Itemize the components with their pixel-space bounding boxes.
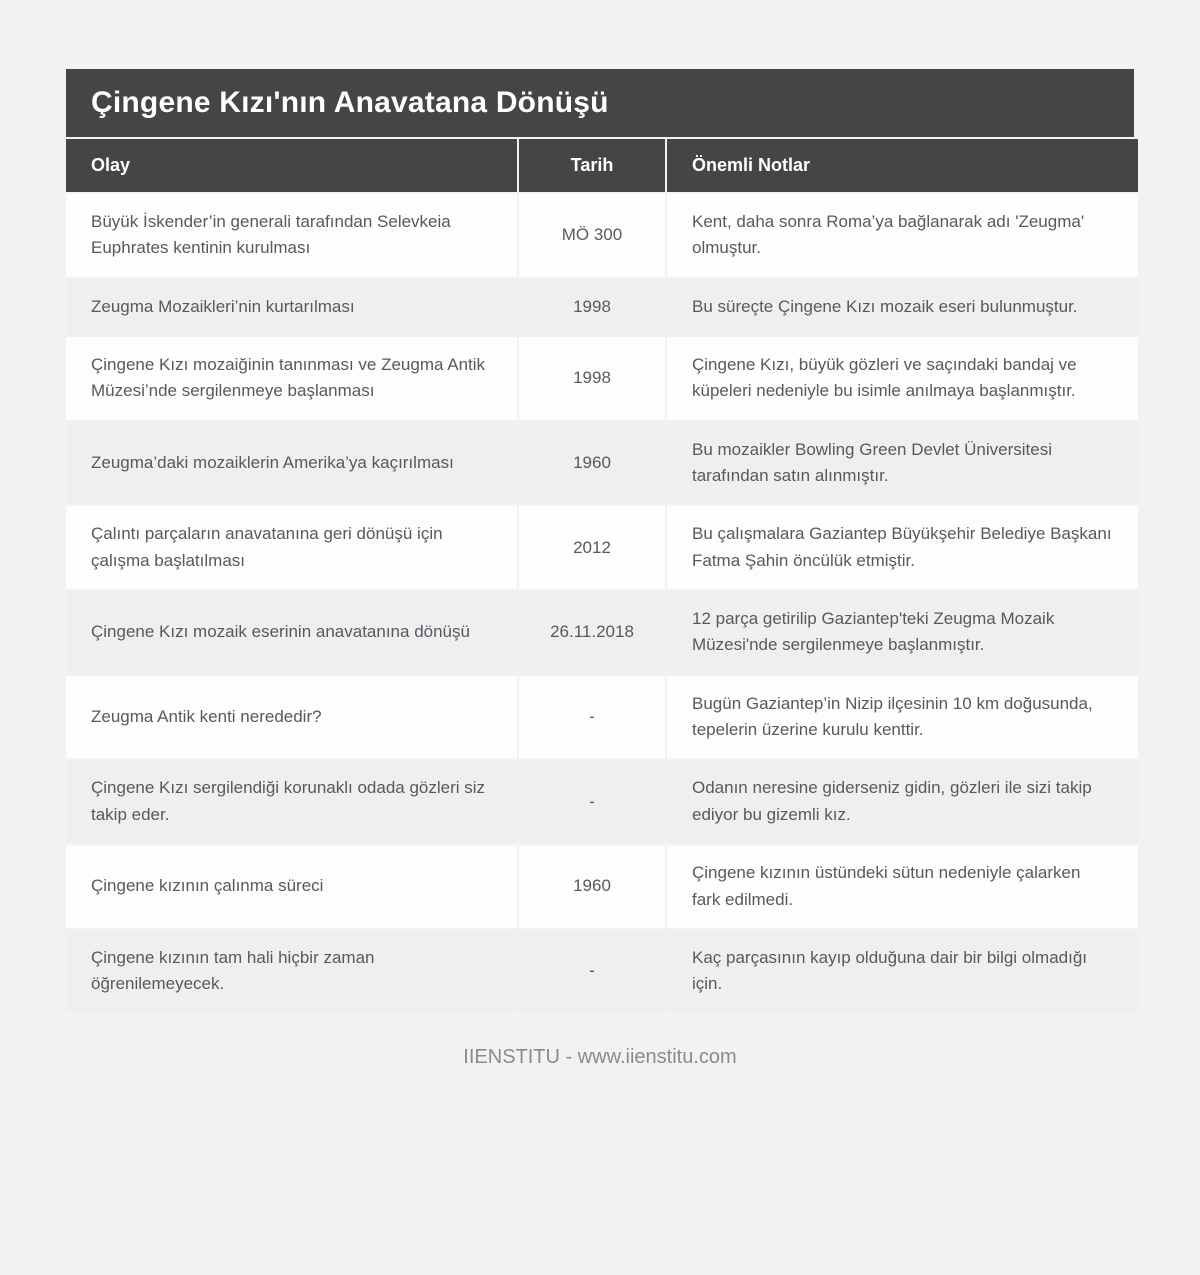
- event-cell: Büyük İskender’in generali tarafından Selevkeia Euphrates kentinin kurulması: [66, 194, 517, 277]
- notes-cell: Kent, daha sonra Roma’ya bağlanarak adı 'Zeugma' olmuştur.: [667, 194, 1138, 277]
- notes-cell: Bu süreçte Çingene Kızı mozaik eseri bulunmuştur.: [667, 279, 1138, 335]
- timeline-card: [66, 69, 1134, 1015]
- page-title: Çingene Kızı'nın Anavatana Dönüşü: [66, 69, 1134, 137]
- event-cell: Çingene Kızı sergilendiği korunaklı odada gözleri siz takip eder.: [66, 760, 517, 843]
- table-row: [66, 760, 1138, 843]
- event-cell: Zeugma’daki mozaiklerin Amerika’ya kaçırılması: [66, 422, 517, 505]
- table-row: [66, 591, 1138, 674]
- notes-cell: Bu mozaikler Bowling Green Devlet Üniversitesi tarafından satın alınmıştır.: [667, 422, 1138, 505]
- event-cell: Çingene kızının tam hali hiçbir zaman öğrenilemeyecek.: [66, 930, 517, 1013]
- table-row: [66, 337, 1138, 420]
- notes-cell: Bugün Gaziantep’in Nizip ilçesinin 10 km doğusunda, tepelerin üzerine kurulu kenttir.: [667, 676, 1138, 759]
- table-row: [66, 194, 1138, 277]
- table-body: [66, 194, 1138, 1013]
- column-header-olay: Olay: [66, 139, 517, 192]
- table-row: [66, 930, 1138, 1013]
- date-cell: 1960: [519, 422, 665, 505]
- event-cell: Zeugma Mozaikleri’nin kurtarılması: [66, 279, 517, 335]
- date-cell: 2012: [519, 506, 665, 589]
- date-cell: -: [519, 760, 665, 843]
- table-row: [66, 279, 1138, 335]
- date-cell: -: [519, 676, 665, 759]
- date-cell: 26.11.2018: [519, 591, 665, 674]
- table-row: [66, 506, 1138, 589]
- column-header-tarih: Tarih: [519, 139, 665, 192]
- notes-cell: Odanın neresine giderseniz gidin, gözleri ile sizi takip ediyor bu gizemli kız.: [667, 760, 1138, 843]
- event-cell: Çalıntı parçaların anavatanına geri dönüşü için çalışma başlatılması: [66, 506, 517, 589]
- date-cell: -: [519, 930, 665, 1013]
- table-header-row: [66, 139, 1138, 192]
- event-cell: Çingene Kızı mozaiğinin tanınması ve Zeugma Antik Müzesi’nde sergilenmeye başlanması: [66, 337, 517, 420]
- date-cell: 1998: [519, 279, 665, 335]
- table-row: [66, 676, 1138, 759]
- notes-cell: Çingene kızının üstündeki sütun nedeniyle çalarken fark edilmedi.: [667, 845, 1138, 928]
- notes-cell: Çingene Kızı, büyük gözleri ve saçındaki bandaj ve küpeleri nedeniyle bu isimle anılmaya başlanmıştır.: [667, 337, 1138, 420]
- notes-cell: Bu çalışmalara Gaziantep Büyükşehir Belediye Başkanı Fatma Şahin öncülük etmiştir.: [667, 506, 1138, 589]
- date-cell: 1960: [519, 845, 665, 928]
- table-row: [66, 845, 1138, 928]
- date-cell: MÖ 300: [519, 194, 665, 277]
- event-cell: Çingene Kızı mozaik eserinin anavatanına dönüşü: [66, 591, 517, 674]
- footer-credit: IIENSTITU - www.iienstitu.com: [463, 1045, 737, 1068]
- event-cell: Zeugma Antik kenti nerededir?: [66, 676, 517, 759]
- notes-cell: 12 parça getirilip Gaziantep'teki Zeugma Mozaik Müzesi'nde sergilenmeye başlanmıştır.: [667, 591, 1138, 674]
- event-cell: Çingene kızının çalınma süreci: [66, 845, 517, 928]
- column-header-onemli-notlar: Önemli Notlar: [667, 139, 1138, 192]
- date-cell: 1998: [519, 337, 665, 420]
- events-table: [64, 137, 1140, 1015]
- notes-cell: Kaç parçasının kayıp olduğuna dair bir bilgi olmadığı için.: [667, 930, 1138, 1013]
- table-row: [66, 422, 1138, 505]
